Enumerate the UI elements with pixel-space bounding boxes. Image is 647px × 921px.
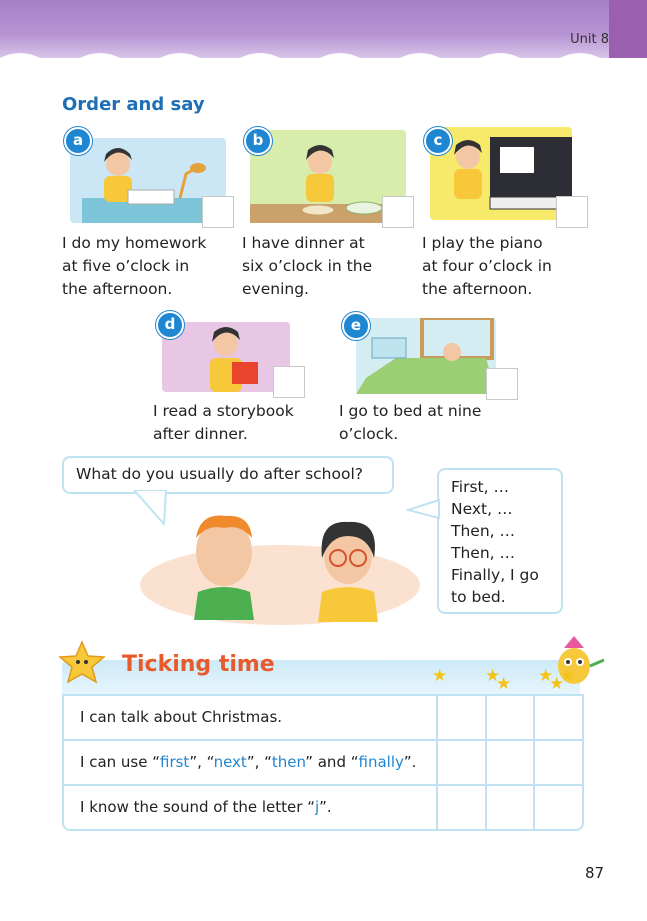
star-icon: ★	[538, 666, 554, 686]
row-text-3	[64, 786, 436, 829]
highlighted-word: first	[160, 753, 190, 771]
caption-line: I play the piano	[422, 234, 543, 252]
star-icon: ★	[560, 666, 576, 686]
row-text-segment: I can use “	[80, 753, 160, 771]
boy-illustration	[180, 508, 270, 620]
caption-line: o’clock.	[339, 425, 399, 443]
row-text-1	[64, 696, 436, 739]
badge-c: c	[424, 127, 452, 155]
row-text-segment: ”, “	[246, 753, 272, 771]
page-number: 87	[585, 864, 605, 882]
highlighted-word: then	[271, 753, 306, 771]
banner-wave	[0, 48, 647, 58]
question-bubble-tail	[130, 490, 170, 526]
picture-e	[356, 318, 496, 394]
caption-line: I go to bed at nine	[339, 402, 482, 420]
tick-cell[interactable]	[533, 786, 582, 829]
unit-label: Unit 8	[570, 32, 609, 47]
tick-box-c[interactable]	[556, 196, 588, 228]
question-text: What do you usually do after school?	[76, 465, 364, 483]
caption-line: six o’clock in the	[242, 257, 373, 275]
tick-box-e[interactable]	[486, 368, 518, 400]
row-text-segment: ”.	[403, 753, 417, 771]
answer-line: First, …	[451, 478, 509, 496]
badge-b: b	[244, 127, 272, 155]
caption-line: after dinner.	[153, 425, 248, 443]
caption-b	[242, 232, 372, 301]
caption-e	[339, 400, 481, 446]
row-text-2	[64, 741, 436, 784]
unit-side-tab	[609, 0, 647, 58]
table-row	[64, 741, 582, 786]
caption-line: the afternoon.	[62, 280, 173, 298]
highlighted-word: j	[314, 798, 320, 816]
badge-e: e	[342, 312, 370, 340]
answer-bubble	[437, 468, 563, 614]
caption-line: evening.	[242, 280, 309, 298]
tick-box-b[interactable]	[382, 196, 414, 228]
tick-cell[interactable]	[436, 786, 485, 829]
caption-line: I read a storybook	[153, 402, 294, 420]
ticking-time-table	[62, 694, 584, 831]
caption-d	[153, 400, 294, 446]
tick-box-d[interactable]	[273, 366, 305, 398]
answer-line: Next, …	[451, 500, 513, 518]
answer-line: to bed.	[451, 588, 506, 606]
tick-cell[interactable]	[485, 741, 534, 784]
caption-a	[62, 232, 206, 301]
answer-bubble-tail	[406, 498, 440, 522]
star-icon: ★	[485, 666, 501, 686]
caption-line: I have dinner at	[242, 234, 365, 252]
row-text-segment: I know the sound of the letter “	[80, 798, 315, 816]
star-mascot-icon	[58, 640, 106, 684]
highlighted-word: next	[213, 753, 247, 771]
question-bubble	[62, 456, 394, 494]
star-icon: ★	[496, 674, 512, 694]
star-icon: ★	[432, 666, 448, 686]
star-icon: ★	[549, 674, 565, 694]
caption-line: at four o’clock in	[422, 257, 552, 275]
girl-sleeping-illustration	[356, 318, 496, 394]
tick-cell[interactable]	[436, 741, 485, 784]
ticking-time-title: Ticking time	[122, 652, 275, 677]
caption-line: I do my homework	[62, 234, 207, 252]
answer-line: Then, …	[451, 522, 516, 540]
row-text-segment: ”.	[319, 798, 332, 816]
caption-line: the afternoon.	[422, 280, 533, 298]
tick-cell[interactable]	[485, 786, 534, 829]
table-row	[64, 786, 582, 829]
tick-cell[interactable]	[533, 741, 582, 784]
tick-cell[interactable]	[436, 696, 485, 739]
header-banner	[0, 0, 647, 58]
badge-d: d	[156, 311, 184, 339]
tick-cell[interactable]	[533, 696, 582, 739]
highlighted-word: finally	[358, 753, 404, 771]
answer-line: Finally, I go	[451, 566, 539, 584]
table-row	[64, 696, 582, 741]
section-title: Order and say	[62, 94, 205, 115]
row-text-segment: ” and “	[305, 753, 359, 771]
caption-c	[422, 232, 552, 301]
row-text-segment: ”, “	[189, 753, 214, 771]
badge-a: a	[64, 127, 92, 155]
tick-box-a[interactable]	[202, 196, 234, 228]
girl-illustration	[308, 512, 388, 622]
caption-line: at five o’clock in	[62, 257, 190, 275]
row-text-segment: I can talk about Christmas.	[80, 708, 283, 726]
tick-cell[interactable]	[485, 696, 534, 739]
answer-line: Then, …	[451, 544, 516, 562]
